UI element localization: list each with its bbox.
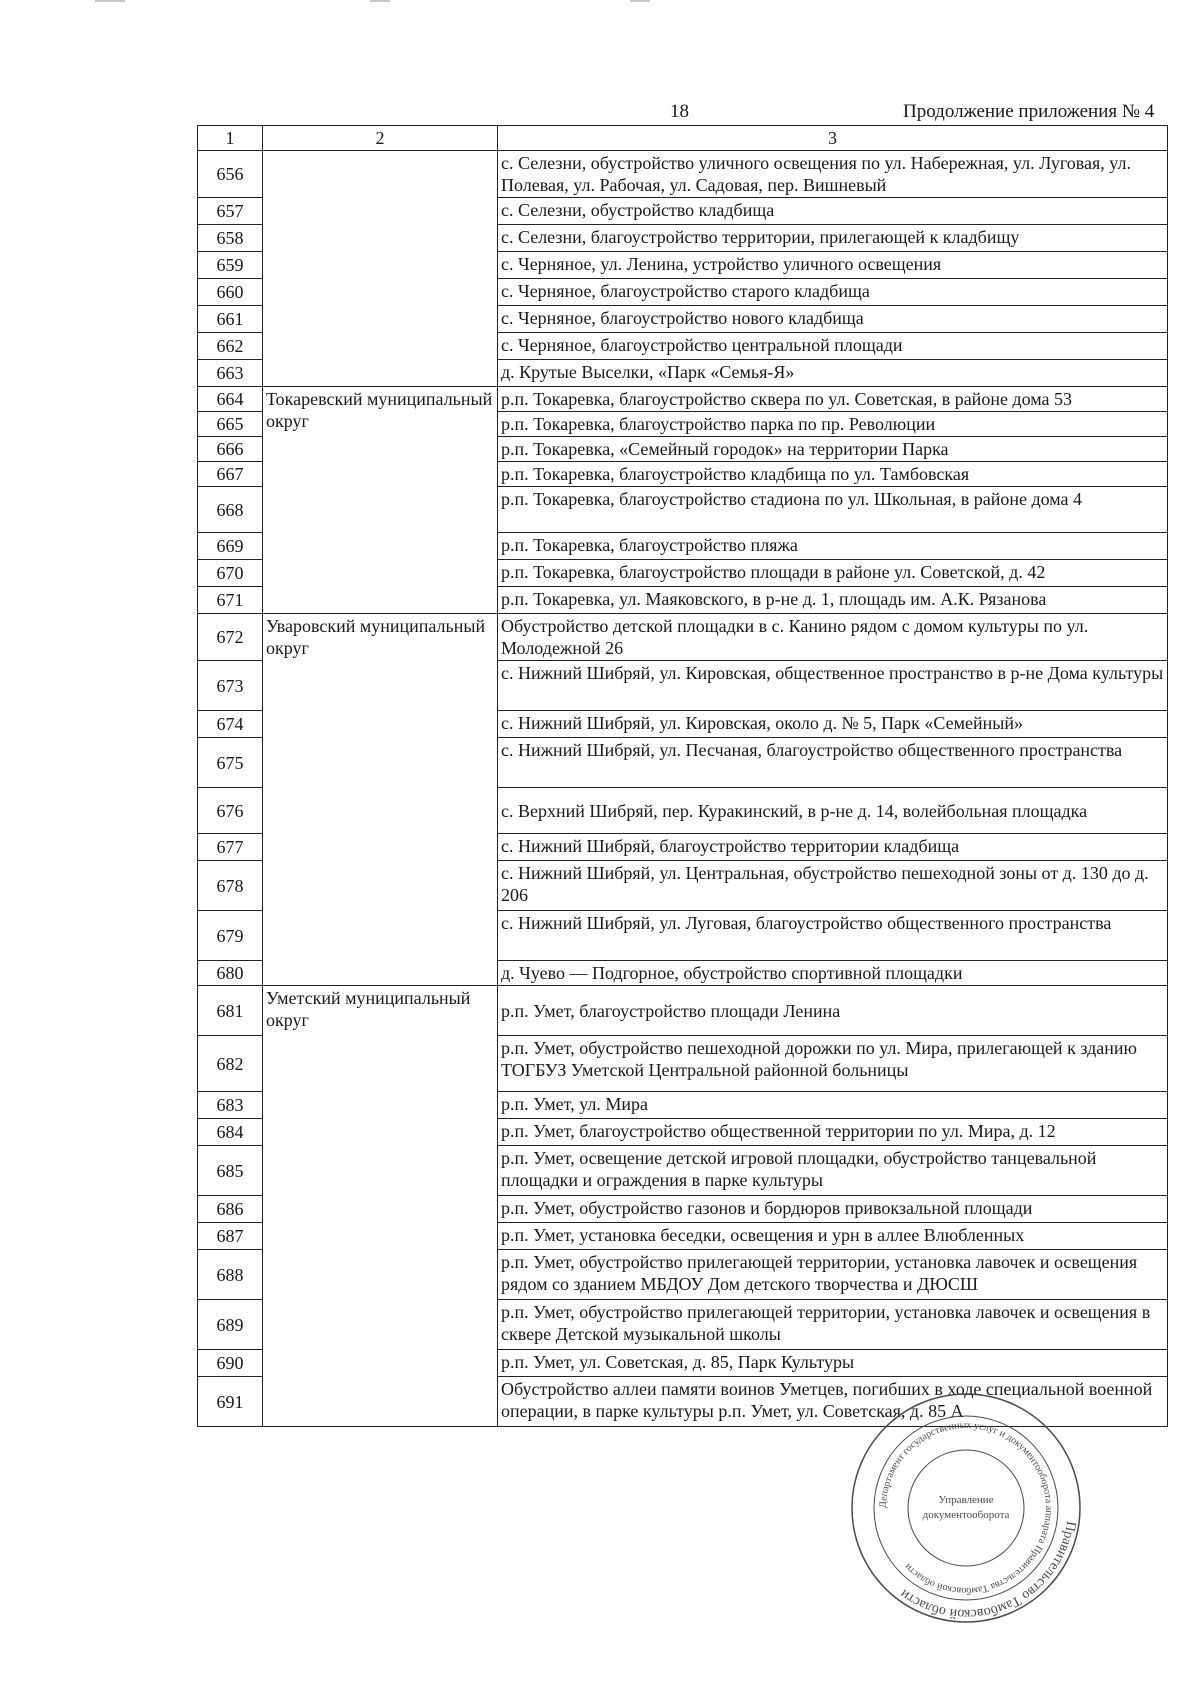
row-number: 680	[198, 961, 263, 986]
row-description: р.п. Умет, установка беседки, освещения и урн в аллее Влюбленных	[498, 1223, 1168, 1250]
appendix-continuation-title: Продолжение приложения № 4	[903, 101, 1155, 122]
row-number: 688	[198, 1250, 263, 1300]
row-description: р.п. Умет, обустройство прилегающей территории, установка лавочек и освещения рядом со зданием МБДОУ Дом детского творчества и ДЮСШ	[498, 1250, 1168, 1300]
row-description: с. Селезни, обустройство кладбища	[498, 198, 1168, 225]
row-description: с. Черняное, благоустройство центральной площади	[498, 333, 1168, 360]
row-description: с. Нижний Шибряй, ул. Кировская, около д. № 5, Парк «Семейный»	[498, 711, 1168, 738]
seal-center-line-1: Управление	[938, 1494, 994, 1506]
row-number: 677	[198, 834, 263, 861]
projects-table	[197, 125, 1168, 1427]
row-number: 684	[198, 1119, 263, 1146]
row-description: с. Нижний Шибряй, ул. Центральная, обустройство пешеходной зоны от д. 130 до д. 206	[498, 861, 1168, 911]
row-number: 664	[198, 387, 263, 412]
row-number: 687	[198, 1223, 263, 1250]
row-description: р.п. Умет, ул. Советская, д. 85, Парк Культуры	[498, 1350, 1168, 1377]
municipality-uvarovsky: Уваровский муниципальный округ	[263, 614, 498, 986]
row-number: 682	[198, 1036, 263, 1092]
row-number: 690	[198, 1350, 263, 1377]
row-number: 691	[198, 1377, 263, 1427]
row-description: р.п. Умет, освещение детской игровой площадки, обустройство танцевальной площадки и ограждения в парке культуры	[498, 1146, 1168, 1196]
official-seal-stamp	[848, 1390, 1084, 1626]
row-description: р.п. Умет, ул. Мира	[498, 1092, 1168, 1119]
table-row	[198, 986, 1168, 1036]
row-number: 678	[198, 861, 263, 911]
row-description: р.п. Умет, обустройство газонов и бордюров привокзальной площади	[498, 1196, 1168, 1223]
row-description: с. Селезни, обустройство уличного освещения по ул. Набережная, ул. Луговая, ул. Полевая, ул. Рабочая, ул. Садовая, пер. Вишневый	[498, 151, 1168, 198]
row-number: 679	[198, 911, 263, 961]
table-row	[198, 614, 1168, 661]
row-number: 670	[198, 560, 263, 587]
row-number: 667	[198, 462, 263, 487]
table-row	[198, 387, 1168, 412]
row-description: с. Верхний Шибряй, пер. Куракинский, в р-не д. 14, волейбольная площадка	[498, 788, 1168, 834]
row-description: с. Селезни, благоустройство территории, прилегающей к кладбищу	[498, 225, 1168, 252]
row-number: 665	[198, 412, 263, 437]
row-number: 673	[198, 661, 263, 711]
row-description: с. Нижний Шибряй, ул. Кировская, общественное пространство в р-не Дома культуры	[498, 661, 1168, 711]
row-number: 660	[198, 279, 263, 306]
row-number: 659	[198, 252, 263, 279]
row-number: 683	[198, 1092, 263, 1119]
row-number: 656	[198, 151, 263, 198]
municipality-tokarevsky: Токаревский муниципальный округ	[263, 387, 498, 614]
row-number: 658	[198, 225, 263, 252]
table-header-row	[198, 126, 1168, 151]
row-number: 666	[198, 437, 263, 462]
row-description: р.п. Токаревка, благоустройство площади в районе ул. Советской, д. 42	[498, 560, 1168, 587]
row-number: 675	[198, 738, 263, 788]
row-description: с. Черняное, ул. Ленина, устройство уличного освещения	[498, 252, 1168, 279]
seal-inner-ring	[908, 1450, 1024, 1566]
seal-center-line-2: документооборота	[922, 1509, 1010, 1521]
row-description: р.п. Умет, благоустройство площади Ленина	[498, 986, 1168, 1036]
row-description: с. Черняное, благоустройство нового кладбища	[498, 306, 1168, 333]
row-description: с. Нижний Шибряй, ул. Луговая, благоустройство общественного пространства	[498, 911, 1168, 961]
row-number: 685	[198, 1146, 263, 1196]
row-description: р.п. Умет, благоустройство общественной территории по ул. Мира, д. 12	[498, 1119, 1168, 1146]
row-description: р.п. Токаревка, благоустройство сквера по ул. Советская, в районе дома 53	[498, 387, 1168, 412]
column-header-2: 2	[263, 126, 498, 151]
row-number: 657	[198, 198, 263, 225]
row-number: 669	[198, 533, 263, 560]
municipality-umetsky: Уметский муниципальный округ	[263, 986, 498, 1427]
column-header-1: 1	[198, 126, 263, 151]
row-description: д. Чуево — Подгорное, обустройство спортивной площадки	[498, 961, 1168, 986]
row-description: р.п. Токаревка, ул. Маяковского, в р-не д. 1, площадь им. А.К. Рязанова	[498, 587, 1168, 614]
row-description: р.п. Токаревка, благоустройство стадиона по ул. Школьная, в районе дома 4	[498, 487, 1168, 533]
row-number: 661	[198, 306, 263, 333]
seal-outer-text: Правительство Тамбовской области	[897, 1520, 1079, 1622]
row-number: 662	[198, 333, 263, 360]
column-header-3: 3	[498, 126, 1168, 151]
row-number: 676	[198, 788, 263, 834]
table-row	[198, 151, 1168, 198]
row-description: с. Черняное, благоустройство старого кладбища	[498, 279, 1168, 306]
row-description: р.п. Токаревка, «Семейный городок» на территории Парка	[498, 437, 1168, 462]
seal-ring-text: Департамент государственных услуг и документооборота аппарата Правительства Тамбовской области	[877, 1419, 1055, 1597]
row-number: 689	[198, 1300, 263, 1350]
row-description: р.п. Умет, обустройство пешеходной дорожки по ул. Мира, прилегающей к зданию ТОГБУЗ Уметской Центральной районной больницы	[498, 1036, 1168, 1092]
row-number: 663	[198, 360, 263, 387]
row-description: с. Нижний Шибряй, ул. Песчаная, благоустройство общественного пространства	[498, 738, 1168, 788]
row-description: р.п. Токаревка, благоустройство кладбища по ул. Тамбовская	[498, 462, 1168, 487]
row-number: 674	[198, 711, 263, 738]
row-number: 672	[198, 614, 263, 661]
row-number: 681	[198, 986, 263, 1036]
page-number: 18	[670, 101, 689, 122]
row-description: р.п. Токаревка, благоустройство пляжа	[498, 533, 1168, 560]
municipality-cell-empty	[263, 151, 498, 387]
row-description: с. Нижний Шибряй, благоустройство территории кладбища	[498, 834, 1168, 861]
row-description: р.п. Токаревка, благоустройство парка по пр. Революции	[498, 412, 1168, 437]
row-description: д. Крутые Выселки, «Парк «Семья-Я»	[498, 360, 1168, 387]
row-description: Обустройство детской площадки в с. Канино рядом с домом культуры по ул. Молодежной 26	[498, 614, 1168, 661]
row-number: 668	[198, 487, 263, 533]
row-number: 686	[198, 1196, 263, 1223]
row-description: р.п. Умет, обустройство прилегающей территории, установка лавочек и освещения в сквере Детской музыкальной школы	[498, 1300, 1168, 1350]
row-description: Обустройство аллеи памяти воинов Уметцев, погибших в ходе специальной военной операции, в парке культуры р.п. Умет, ул. Советская, д. 85 А	[498, 1377, 1168, 1427]
row-number: 671	[198, 587, 263, 614]
seal-middle-ring	[874, 1416, 1058, 1600]
